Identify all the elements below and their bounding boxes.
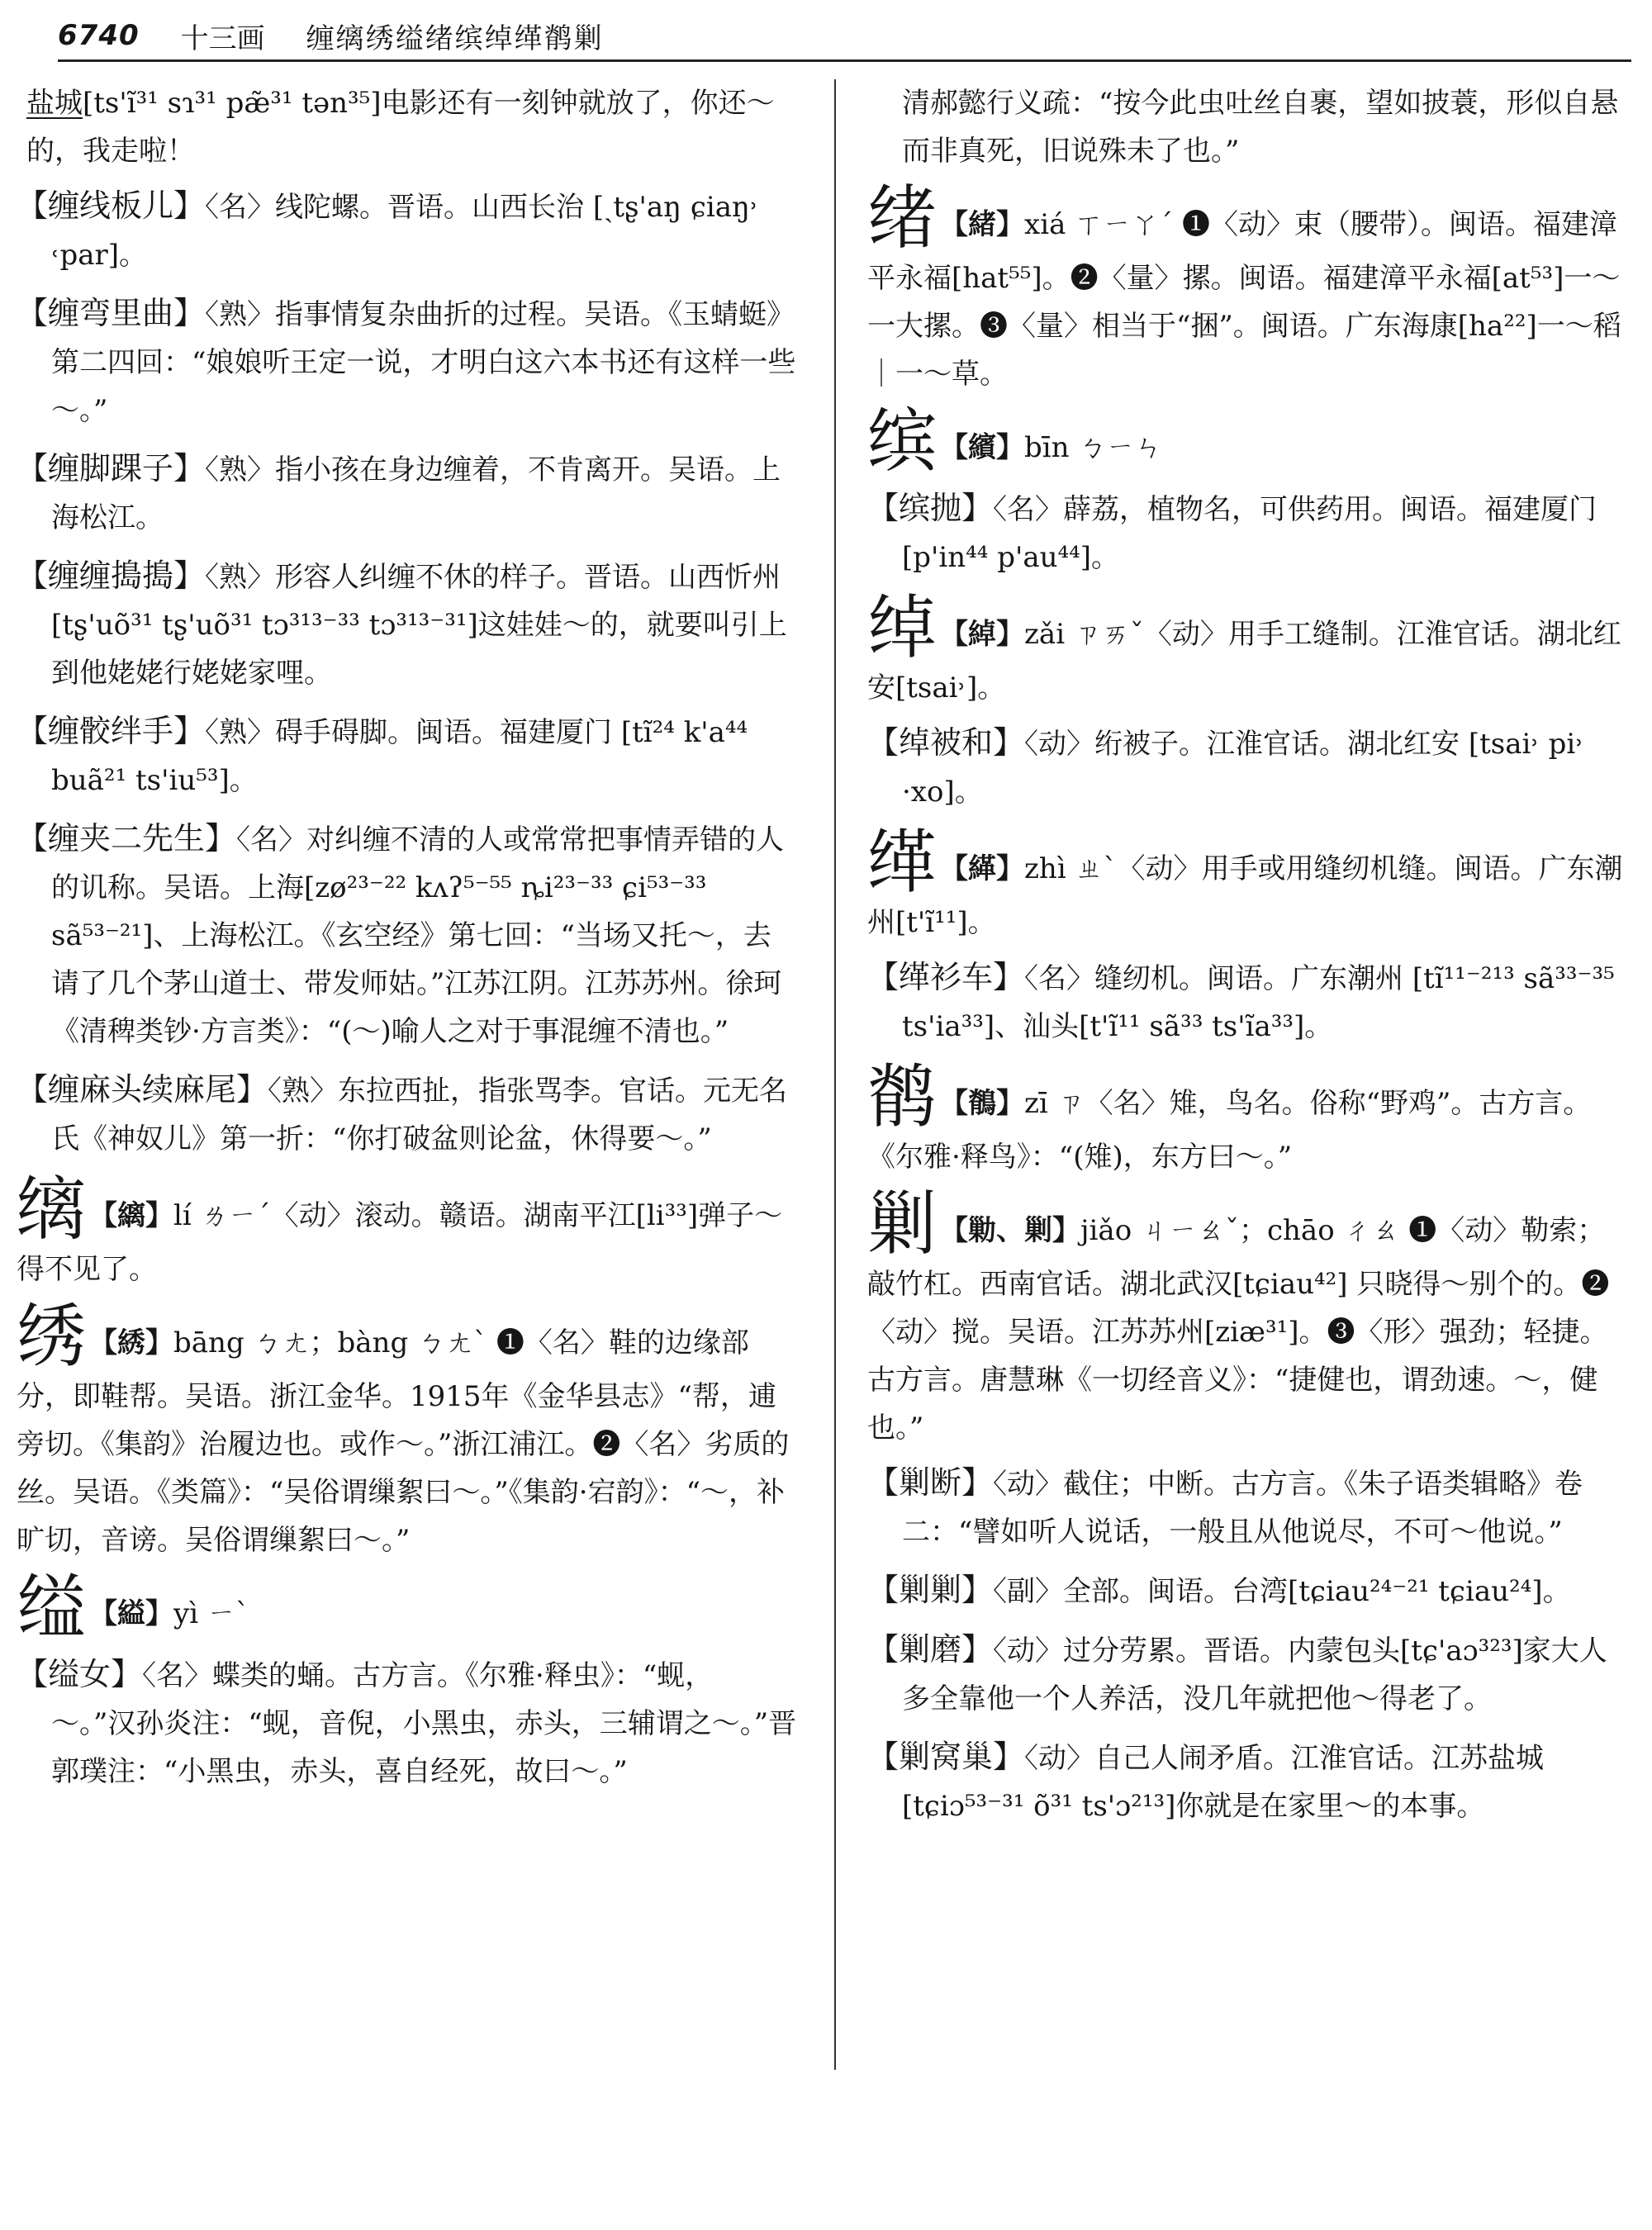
- stroke-section: 十三画: [180, 21, 265, 55]
- entry: [867, 953, 1631, 1051]
- entry-headword: 【剿磨】: [867, 1631, 994, 1668]
- entry: [867, 484, 1631, 581]
- continuation-text: 清郝懿行义疏：“按今此虫吐丝自裹，望如披蓑，形似自悬而非真死，旧说殊未了也。”: [902, 87, 1619, 168]
- character-line: [867, 1056, 1631, 1181]
- entry-body: 〈名〉缝纫机。闽语。广东潮州 [tĩ¹¹⁻²¹³ sã³³⁻³⁵ ts'ia³³]、汕头[t'ĩ¹¹ sã³³ ts'ĩa³³]。: [902, 962, 1615, 1043]
- traditional-form: 【勦、剿】: [940, 1214, 1081, 1247]
- header-characters: 缠缡绣缢绪缤绰缂鹡剿: [306, 21, 604, 55]
- entry: [867, 719, 1631, 816]
- entry-body: 〈动〉绗被子。江淮官话。湖北红安 [tsai˒ pi˒ ·xo]。: [902, 728, 1584, 809]
- traditional-form: 【鶺】: [940, 1087, 1025, 1120]
- character-line: [867, 587, 1631, 712]
- character-body: bāng ㄅㄤ；bàng ㄅㄤˋ ❶〈名〉鞋的边缘部分，即鞋帮。吴语。浙江金华。1915年《金华县志》“帮，逋旁切。《集韵》治履边也。或作～。”浙江浦江。❷〈名〉劣质的丝。吴语。《类篇》：“吴俗谓缫絮曰～。”《集韵·宕韵》：“～，补旷切，音谤。吴俗谓缫絮曰～。”: [17, 1326, 790, 1557]
- head-character: 缢: [17, 1567, 87, 1648]
- entry-body: 〈副〉全部。闽语。台湾[tɕiau²⁴⁻²¹ tɕiau²⁴]。: [993, 1575, 1571, 1608]
- character-body: zī ㄗ〈名〉雉，鸟名。俗称“野鸡”。古方言。《尔雅·释鸟》：“(雉)，东方曰～。”: [867, 1087, 1592, 1174]
- entry-body: 〈名〉对纠缠不清的人或常常把事情弄错的人的讥称。吴语。上海[zø²³⁻²² kʌʔ⁵⁻⁵⁵ ȵi²³⁻³³ ɕi⁵³⁻³³ sã⁵³⁻²¹]、上海松江。《玄空经》第七回：“当场又托～，去请了几个茅山道士、带发师姑。”江苏江阴。江苏苏州。徐珂《清稗类钞·方言类》：“(～)喻人之对于事混缠不清也。”: [51, 823, 785, 1048]
- head-character: 绰: [867, 587, 938, 668]
- entry-body: 〈熟〉指事情复杂曲折的过程。吴语。《玉蜻蜓》第二四回：“娘娘听王定一说，才明白这六本书还有这样一些～。”: [51, 298, 796, 427]
- page-number: 6740: [58, 19, 140, 52]
- entry-headword: 【剿剿】: [867, 1572, 994, 1608]
- entry: [867, 1459, 1631, 1556]
- entry: [17, 182, 797, 279]
- continuation-body: [ts'ĩ³¹ sɿ³¹ pæ̃³¹ tən³⁵]电影还有一刻钟就放了，你还～的，我走啦！: [26, 87, 775, 168]
- head-character: 绪: [867, 178, 938, 259]
- entry: [17, 814, 797, 1056]
- entry: [17, 1065, 797, 1163]
- entry: [17, 289, 797, 434]
- head-character: 剿: [867, 1184, 938, 1264]
- character-entry: [867, 1056, 1631, 1181]
- entry-body: 〈熟〉碍手碍脚。闽语。福建厦门 [tĩ²⁴ k'a⁴⁴ buã²¹ ts'iu⁵³]。: [51, 716, 748, 797]
- character-line: [17, 1296, 797, 1564]
- traditional-form: 【緙】: [940, 852, 1025, 885]
- character-entry: [17, 1296, 797, 1564]
- character-entry: [17, 1169, 797, 1293]
- continuation-text: [17, 79, 797, 175]
- character-entry: [867, 401, 1631, 482]
- character-entry: [867, 178, 1631, 398]
- character-body: zǎi ㄗㄞˇ〈动〉用手工缝制。江淮官话。湖北红安[tsai˒]。: [867, 618, 1621, 705]
- right-column: [867, 79, 1631, 1840]
- head-character: 缡: [17, 1169, 87, 1250]
- column-divider: [834, 79, 836, 2070]
- page-header: [58, 12, 1631, 62]
- character-entry: [17, 1567, 797, 1648]
- traditional-form: 【綽】: [940, 618, 1025, 651]
- entry-headword: 【绰被和】: [867, 724, 1025, 761]
- character-line: [867, 178, 1631, 398]
- character-line: [17, 1567, 797, 1648]
- character-entry: [867, 1184, 1631, 1452]
- entry-headword: 【缤抛】: [867, 490, 994, 526]
- head-character: 缂: [867, 822, 938, 903]
- entry-body: 〈名〉线陀螺。晋语。山西长治 [ˏtʂ'aŋ ɕiaŋ˒ ˓par]。: [51, 191, 759, 272]
- entry-headword: 【缠缠搗搗】: [17, 558, 206, 594]
- entry-headword: 【缠骹绊手】: [17, 713, 206, 749]
- character-line: [867, 401, 1631, 482]
- character-body: bīn ㄅㄧㄣ: [1024, 431, 1163, 464]
- entry: [867, 1625, 1631, 1723]
- character-body: lí ㄌㄧˊ〈动〉滚动。赣语。湖南平江[li³³]弹子～得不见了。: [17, 1199, 783, 1286]
- character-line: [867, 1184, 1631, 1452]
- entry-body: 〈名〉蝶类的蛹。古方言。《尔雅·释虫》：“蚬，～。”汉孙炎注：“蚬，音倪，小黑虫，赤头，三辅谓之～。”晋郭璞注：“小黑虫，赤头，喜自经死，故曰～。”: [51, 1659, 797, 1788]
- traditional-form: 【緒】: [940, 208, 1025, 241]
- traditional-form: 【縊】: [89, 1597, 174, 1630]
- entry-headword: 【剿断】: [867, 1464, 994, 1501]
- entry: [17, 707, 797, 804]
- head-character: 缤: [867, 401, 938, 482]
- entry-headword: 【缢女】: [17, 1656, 143, 1692]
- entry-body: 〈熟〉形容人纠缠不休的样子。晋语。山西忻州[tʂ'uõ³¹ tʂ'uõ³¹ tɔ³¹³⁻³³ tɔ³¹³⁻³¹]这娃娃～的，就要叫引上到他姥姥行姥姥家哩。: [51, 561, 787, 690]
- entry-headword: 【剿窝巢】: [867, 1739, 1025, 1775]
- entry-headword: 【缠夹二先生】: [17, 820, 237, 856]
- character-line: [17, 1169, 797, 1293]
- character-line: [867, 822, 1631, 947]
- head-character: 鹡: [867, 1056, 938, 1137]
- character-body: zhì ㄓˋ〈动〉用手或用缝纫机缝。闽语。广东潮州[t'ĩ¹¹]。: [867, 852, 1623, 939]
- entry-headword: 【缂衫车】: [867, 959, 1025, 995]
- entry-body: 〈熟〉东拉西扯，指张骂李。官话。元无名氏《神奴儿》第一折：“你打破盆则论盆，休得要～。”: [51, 1075, 788, 1155]
- entry-headword: 【缠线板儿】: [17, 187, 206, 224]
- entry-body: 〈动〉截住；中断。古方言。《朱子语类辑略》卷二：“譬如听人说话，一般且从他说尽，不可～他说。”: [902, 1468, 1583, 1549]
- entry: [17, 1650, 797, 1796]
- traditional-form: 【綉】: [89, 1326, 174, 1359]
- entry: [867, 1733, 1631, 1830]
- character-body: yì ㄧˋ: [173, 1597, 249, 1630]
- entry-body: 〈熟〉指小孩在身边缠着，不肯离开。吴语。上海松江。: [51, 453, 781, 534]
- left-column: [17, 79, 797, 1805]
- entry-body: 〈动〉过分劳累。晋语。内蒙包头[tɕ'aɔ³²³]家大人多全靠他一个人养活，没几年就把他～得老了。: [902, 1635, 1607, 1715]
- entry: [867, 1566, 1631, 1616]
- character-body: xiá ㄒㄧㄚˊ ❶〈动〉束（腰带）。闽语。福建漳平永福[hat⁵⁵]。❷〈量〉摞。闽语。福建漳平永福[at⁵³]一～一大摞。❸〈量〉相当于“捆”。闽语。广东海康[ha²²]一～稻｜一～草。: [867, 208, 1621, 391]
- entry: [17, 552, 797, 697]
- place-name: 盐城: [26, 87, 83, 120]
- character-entry: [867, 822, 1631, 947]
- traditional-form: 【縭】: [89, 1199, 174, 1232]
- character-body: jiǎo ㄐㄧㄠˇ；chāo ㄔㄠ ❶〈动〉勒索；敲竹杠。西南官话。湖北武汉[tɕiau⁴²] 只晓得～别个的。❷〈动〉搅。吴语。江苏苏州[ziæ³¹]。❸〈形〉强劲；轻捷。古方言。唐慧琳《一切经音义》：“捷健也，谓劲速。～，健也。”: [867, 1214, 1610, 1445]
- head-character: 绣: [17, 1296, 87, 1377]
- entry-headword: 【缠弯里曲】: [17, 295, 206, 331]
- traditional-form: 【繽】: [940, 431, 1025, 464]
- entry-body: 〈名〉薜荔，植物名，可供药用。闽语。福建厦门[p'in⁴⁴ p'au⁴⁴]。: [902, 493, 1597, 574]
- character-entry: [867, 587, 1631, 712]
- entry: [17, 444, 797, 542]
- entry-body: 〈动〉自己人闹矛盾。江淮官话。江苏盐城 [tɕiɔ⁵³⁻³¹ õ³¹ ts'ɔ²¹³]你就是在家里～的本事。: [902, 1742, 1545, 1823]
- entry-headword: 【缠脚踝子】: [17, 450, 206, 486]
- entry-headword: 【缠麻头续麻尾】: [17, 1071, 268, 1108]
